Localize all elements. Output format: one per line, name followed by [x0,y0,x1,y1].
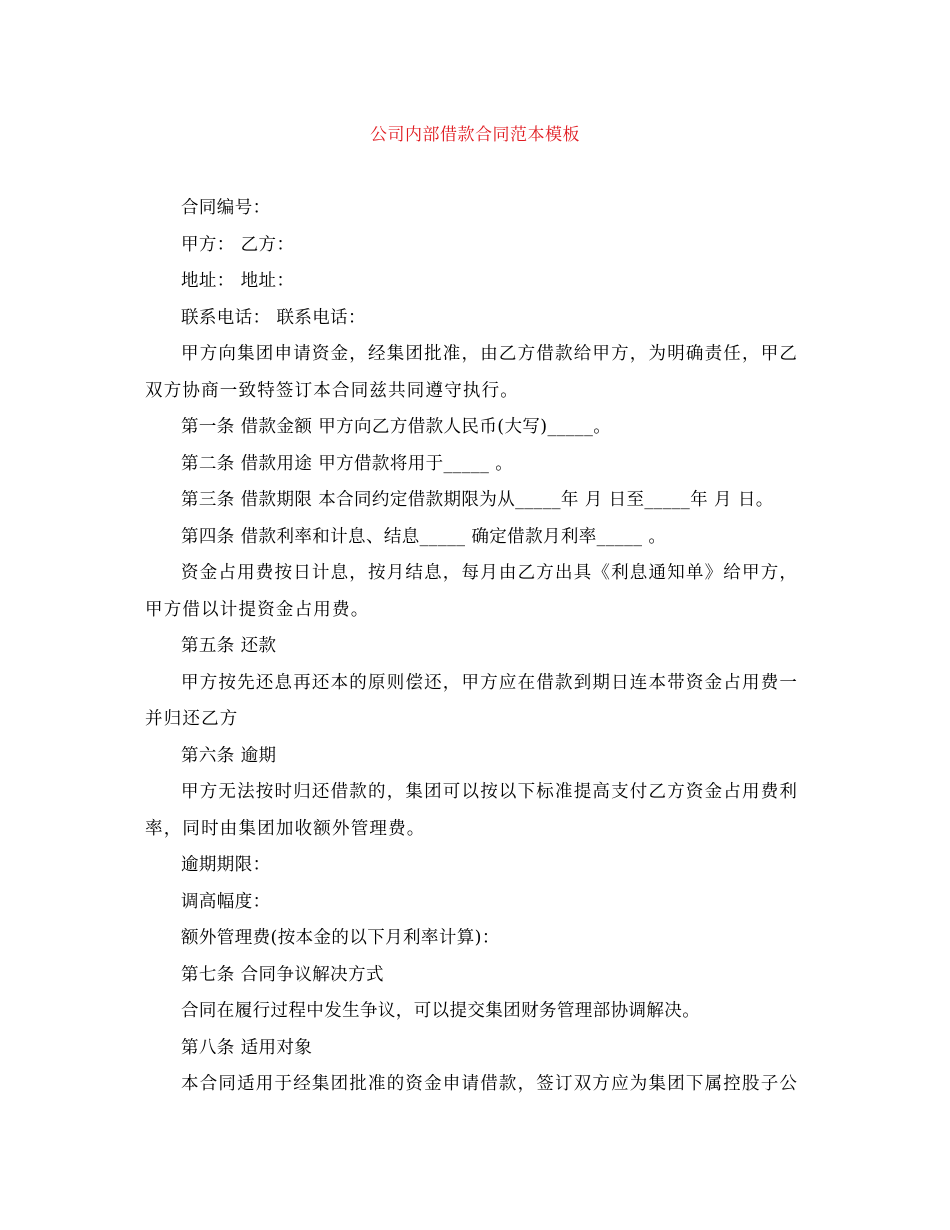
address-line: 地址： 地址： [181,271,295,291]
parties-line: 甲方： 乙方： [181,234,295,255]
article-5-heading: 第五条 还款 [181,636,277,656]
rate-increase-line: 调高幅度： [181,891,271,912]
article-1: 第一条 借款金额 甲方向乙方借款人民币(大写)_____。 [181,417,612,437]
contract-number-line: 合同编号： [181,198,271,218]
overdue-period-line: 逾期期限： [181,855,271,875]
article-7-heading: 第七条 合同争议解决方式 [181,964,384,985]
article-4: 第四条 借款利率和计息、结息_____ 确定借款月利率_____ 。 [181,526,667,547]
repayment-paragraph: 甲方按先还息再还本的原则偿还，甲方应在借款到期日连本带资金占用费一并归还乙方 [145,672,799,729]
article-2: 第二条 借款用途 甲方借款将用于_____ 。 [181,453,514,474]
phone-line: 联系电话： 联系电话： [181,307,366,328]
document-body [145,190,805,1103]
extra-fee-line: 额外管理费(按本金的以下月利率计算)： [181,928,500,948]
article-8-heading: 第八条 适用对象 [181,1037,313,1058]
document-title: 公司内部借款合同范本模板 [370,125,580,145]
article-6-heading: 第六条 逾期 [181,745,277,766]
article-3: 第三条 借款期限 本合同约定借款期限为从_____年 月 日至_____年 月 日。 [181,490,774,510]
dispute-paragraph: 合同在履行过程中发生争议，可以提交集团财务管理部协调解决。 [181,1001,701,1021]
interest-paragraph: 资金占用费按日计息，按月结息，每月由乙方出具《利息通知单》给甲方，甲方借以计提资金占用费。 [145,563,799,620]
scope-paragraph: 本合同适用于经集团批准的资金申请借款，签订双方应为集团下属控股子公 [181,1074,799,1094]
overdue-paragraph: 甲方无法按时归还借款的，集团可以按以下标准提高支付乙方资金占用费利率，同时由集团加收额外管理费。 [145,782,799,839]
preamble-paragraph: 甲方向集团申请资金，经集团批准，由乙方借款给甲方，为明确责任，甲乙双方协商一致特签订本合同兹共同遵守执行。 [145,344,799,401]
